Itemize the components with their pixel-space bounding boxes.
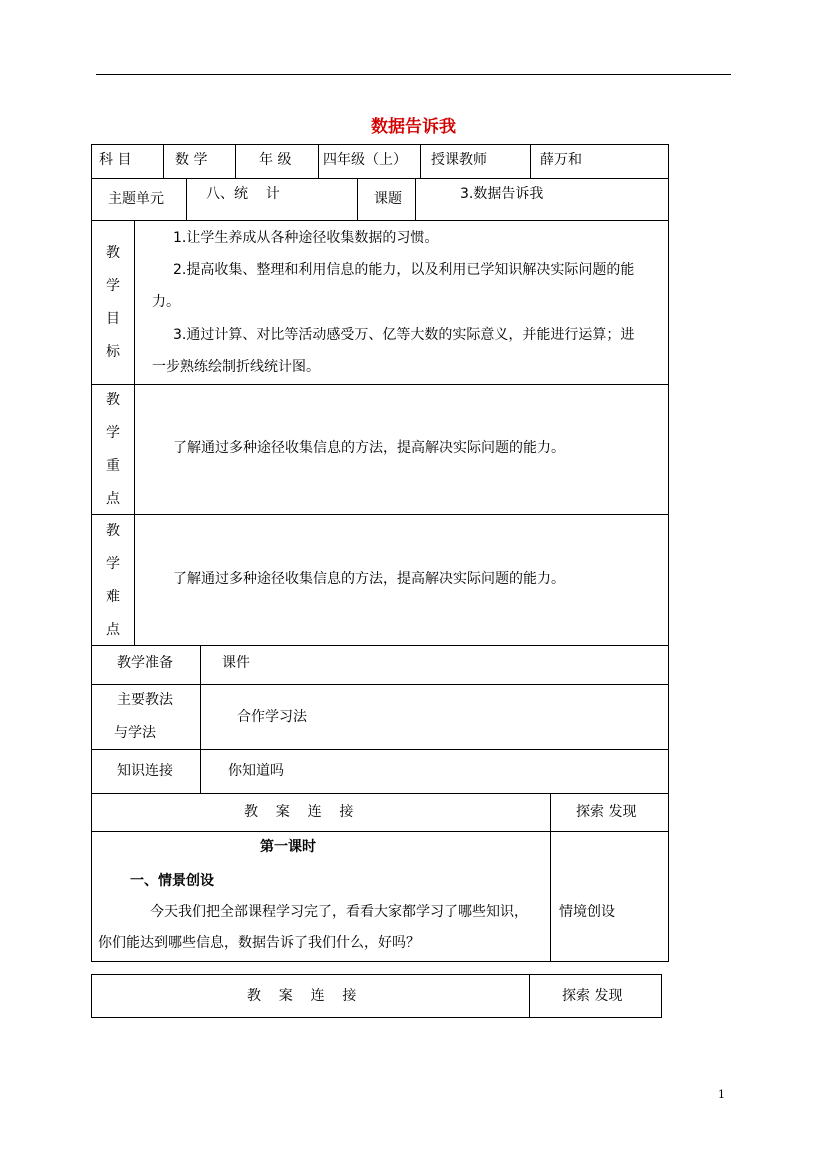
objective-line: 1.让学生养成从各种途径收集数据的习惯。: [173, 230, 439, 246]
header-rule: [96, 74, 731, 75]
knowledge-label: 知识连接: [117, 763, 173, 779]
col-divider: [550, 793, 551, 962]
subject-value: 数 学: [175, 152, 208, 168]
row-divider: [91, 220, 669, 221]
difficulties-text: 了解通过多种途径收集信息的方法，提高解决实际问题的能力。: [173, 571, 565, 587]
plan-header-right: 探索 发现: [576, 804, 637, 820]
row-divider: [91, 793, 669, 794]
key-points-text: 了解通过多种途径收集信息的方法，提高解决实际问题的能力。: [173, 440, 565, 456]
methods-value: 合作学习法: [237, 709, 307, 725]
unit-label: 主题单元: [108, 191, 164, 207]
col-divider: [357, 178, 358, 220]
lesson-side-note: 情境创设: [559, 904, 615, 920]
col-divider: [529, 974, 530, 1018]
row-divider: [91, 749, 669, 750]
row-divider: [91, 684, 669, 685]
objective-line: 力。: [152, 294, 180, 310]
col-divider: [318, 144, 319, 178]
row-divider: [91, 645, 669, 646]
col-divider: [186, 178, 187, 220]
col-divider: [530, 144, 531, 178]
unit-value: 八、统 计: [206, 186, 280, 202]
plan-header-left: 教 案 连 接: [244, 804, 354, 820]
topic-value: 3.数据告诉我: [460, 186, 544, 202]
row-divider: [91, 831, 669, 832]
page-title: 数据告诉我: [371, 117, 456, 137]
row-divider: [91, 514, 669, 515]
lesson-period: 第一课时: [260, 839, 316, 855]
plan-header-left-2: 教 案 连 接: [247, 988, 357, 1004]
plan-header-right-2: 探索 发现: [562, 988, 623, 1004]
col-divider: [200, 645, 201, 793]
methods-label: 主要教法: [117, 692, 173, 708]
objectives-label: 教 学 目 标: [106, 245, 120, 360]
row-divider: [91, 384, 669, 385]
row-divider: [91, 178, 669, 179]
topic-label: 课题: [374, 191, 402, 207]
lesson-paragraph: 你们能达到哪些信息，数据告诉了我们什么，好吗？: [98, 935, 420, 951]
prep-label: 教学准备: [117, 655, 173, 671]
grade-value: 四年级（上）: [323, 152, 407, 168]
grade-label: 年 级: [259, 152, 292, 168]
page-number: 1: [718, 1088, 725, 1101]
teacher-value: 薛万和: [540, 152, 582, 168]
methods-label-2: 与学法: [114, 725, 156, 741]
difficulties-label: 教 学 难 点: [106, 523, 120, 638]
col-divider: [134, 220, 135, 645]
col-divider: [420, 144, 421, 178]
key-points-label: 教 学 重 点: [106, 392, 120, 507]
col-divider: [235, 144, 236, 178]
knowledge-value: 你知道吗: [228, 763, 284, 779]
col-divider: [163, 144, 164, 178]
subject-label: 科 目: [99, 152, 132, 168]
teacher-label: 授课教师: [431, 152, 487, 168]
col-divider: [415, 178, 416, 220]
objective-line: 一步熟练绘制折线统计图。: [152, 359, 320, 375]
prep-value: 课件: [222, 655, 250, 671]
lesson-paragraph: 今天我们把全部课程学习完了，看看大家都学习了哪些知识，: [150, 904, 528, 920]
lesson-section: 一、情景创设: [130, 873, 214, 889]
objective-line: 2.提高收集、整理和利用信息的能力，以及利用已学知识解决实际问题的能: [173, 262, 635, 278]
objective-line: 3.通过计算、对比等活动感受万、亿等大数的实际意义，并能进行运算；进: [173, 327, 635, 343]
